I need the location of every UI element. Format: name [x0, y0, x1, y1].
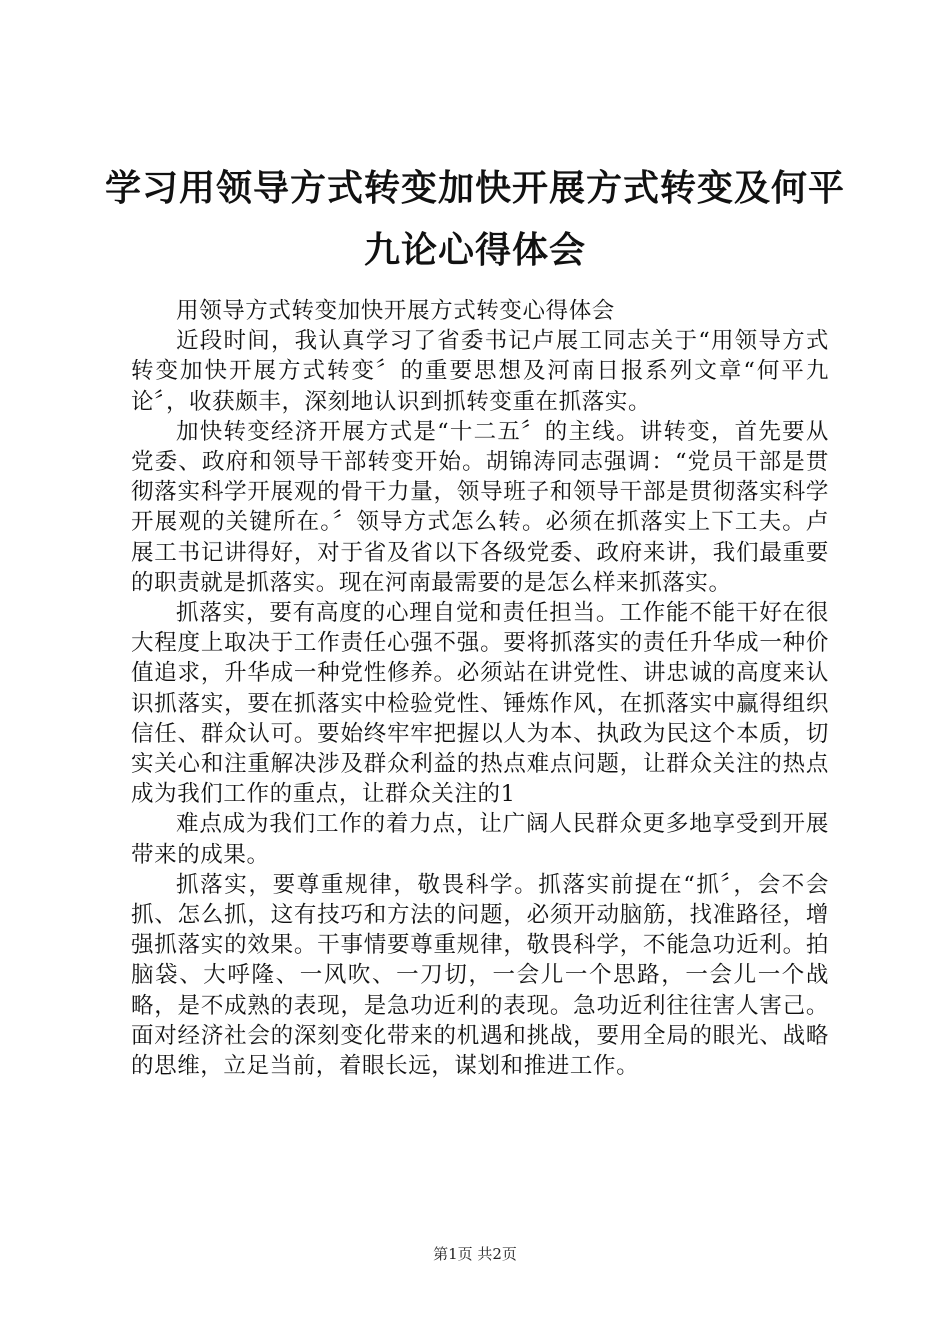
page-footer: 第1页 共2页 — [433, 1245, 517, 1263]
paragraph: 近段时间，我认真学习了省委书记卢展工同志关于“用领导方式转变加快开展方式转变〞的重要思想及河南日报系列文章“何平九论〞，收获颇丰，深刻地认识到抓转变重在抓落实。 — [131, 328, 829, 415]
paragraph: 抓落实，要有高度的心理自觉和责任担当。工作能不能干好在很大程度上取决于工作责任心强不强。要将抓落实的责任升华成一种价值追求，升华成一种党性修养。必须站在讲党性、讲忠诚的高度来认识抓落实，要在抓落实中检验党性、锤炼作风，在抓落实中赢得组织信任、群众认可。要始终牢牢把握以人为本、执政为民这个本质，切实关心和注重解决涉及群众利益的热点难点问题，让群众关注的热点成为我们工作的重点，让群众关注的1 — [131, 600, 829, 808]
paragraph: 加快转变经济开展方式是“十二五〞的主线。讲转变，首先要从党委、政府和领导干部转变开始。胡锦涛同志强调：“党员干部是贯彻落实科学开展观的骨干力量，领导班子和领导干部是贯彻落实科学开展观的关键所在。〞领导方式怎么转。必须在抓落实上下工夫。卢展工书记讲得好，对于省及省以下各级党委、政府来讲，我们最重要的职责就是抓落实。现在河南最需要的是怎么样来抓落实。 — [131, 418, 829, 596]
document-title: 学习用领导方式转变加快开展方式转变及何平九论心得体会 — [104, 168, 845, 271]
paragraph: 抓落实，要尊重规律，敬畏科学。抓落实前提在“抓〞，会不会抓、怎么抓，这有技巧和方法的问题，必须开动脑筋，找准路径，增强抓落实的效果。干事情要尊重规律，敬畏科学，不能急功近利。拍脑袋、大呼隆、一风吹、一刀切，一会儿一个思路，一会儿一个战略，是不成熟的表现，是急功近利的表现。急功近利往往害人害己。面对经济社会的深刻变化带来的机遇和挑战，要用全局的眼光、战略的思维，立足当前，着眼长远，谋划和推进工作。 — [131, 871, 829, 1080]
paragraph-subtitle: 用领导方式转变加快开展方式转变心得体会 — [176, 298, 615, 324]
document-body — [131, 296, 829, 1081]
paragraph: 难点成为我们工作的着力点，让广阔人民群众更多地享受到开展带来的成果。 — [131, 811, 829, 868]
